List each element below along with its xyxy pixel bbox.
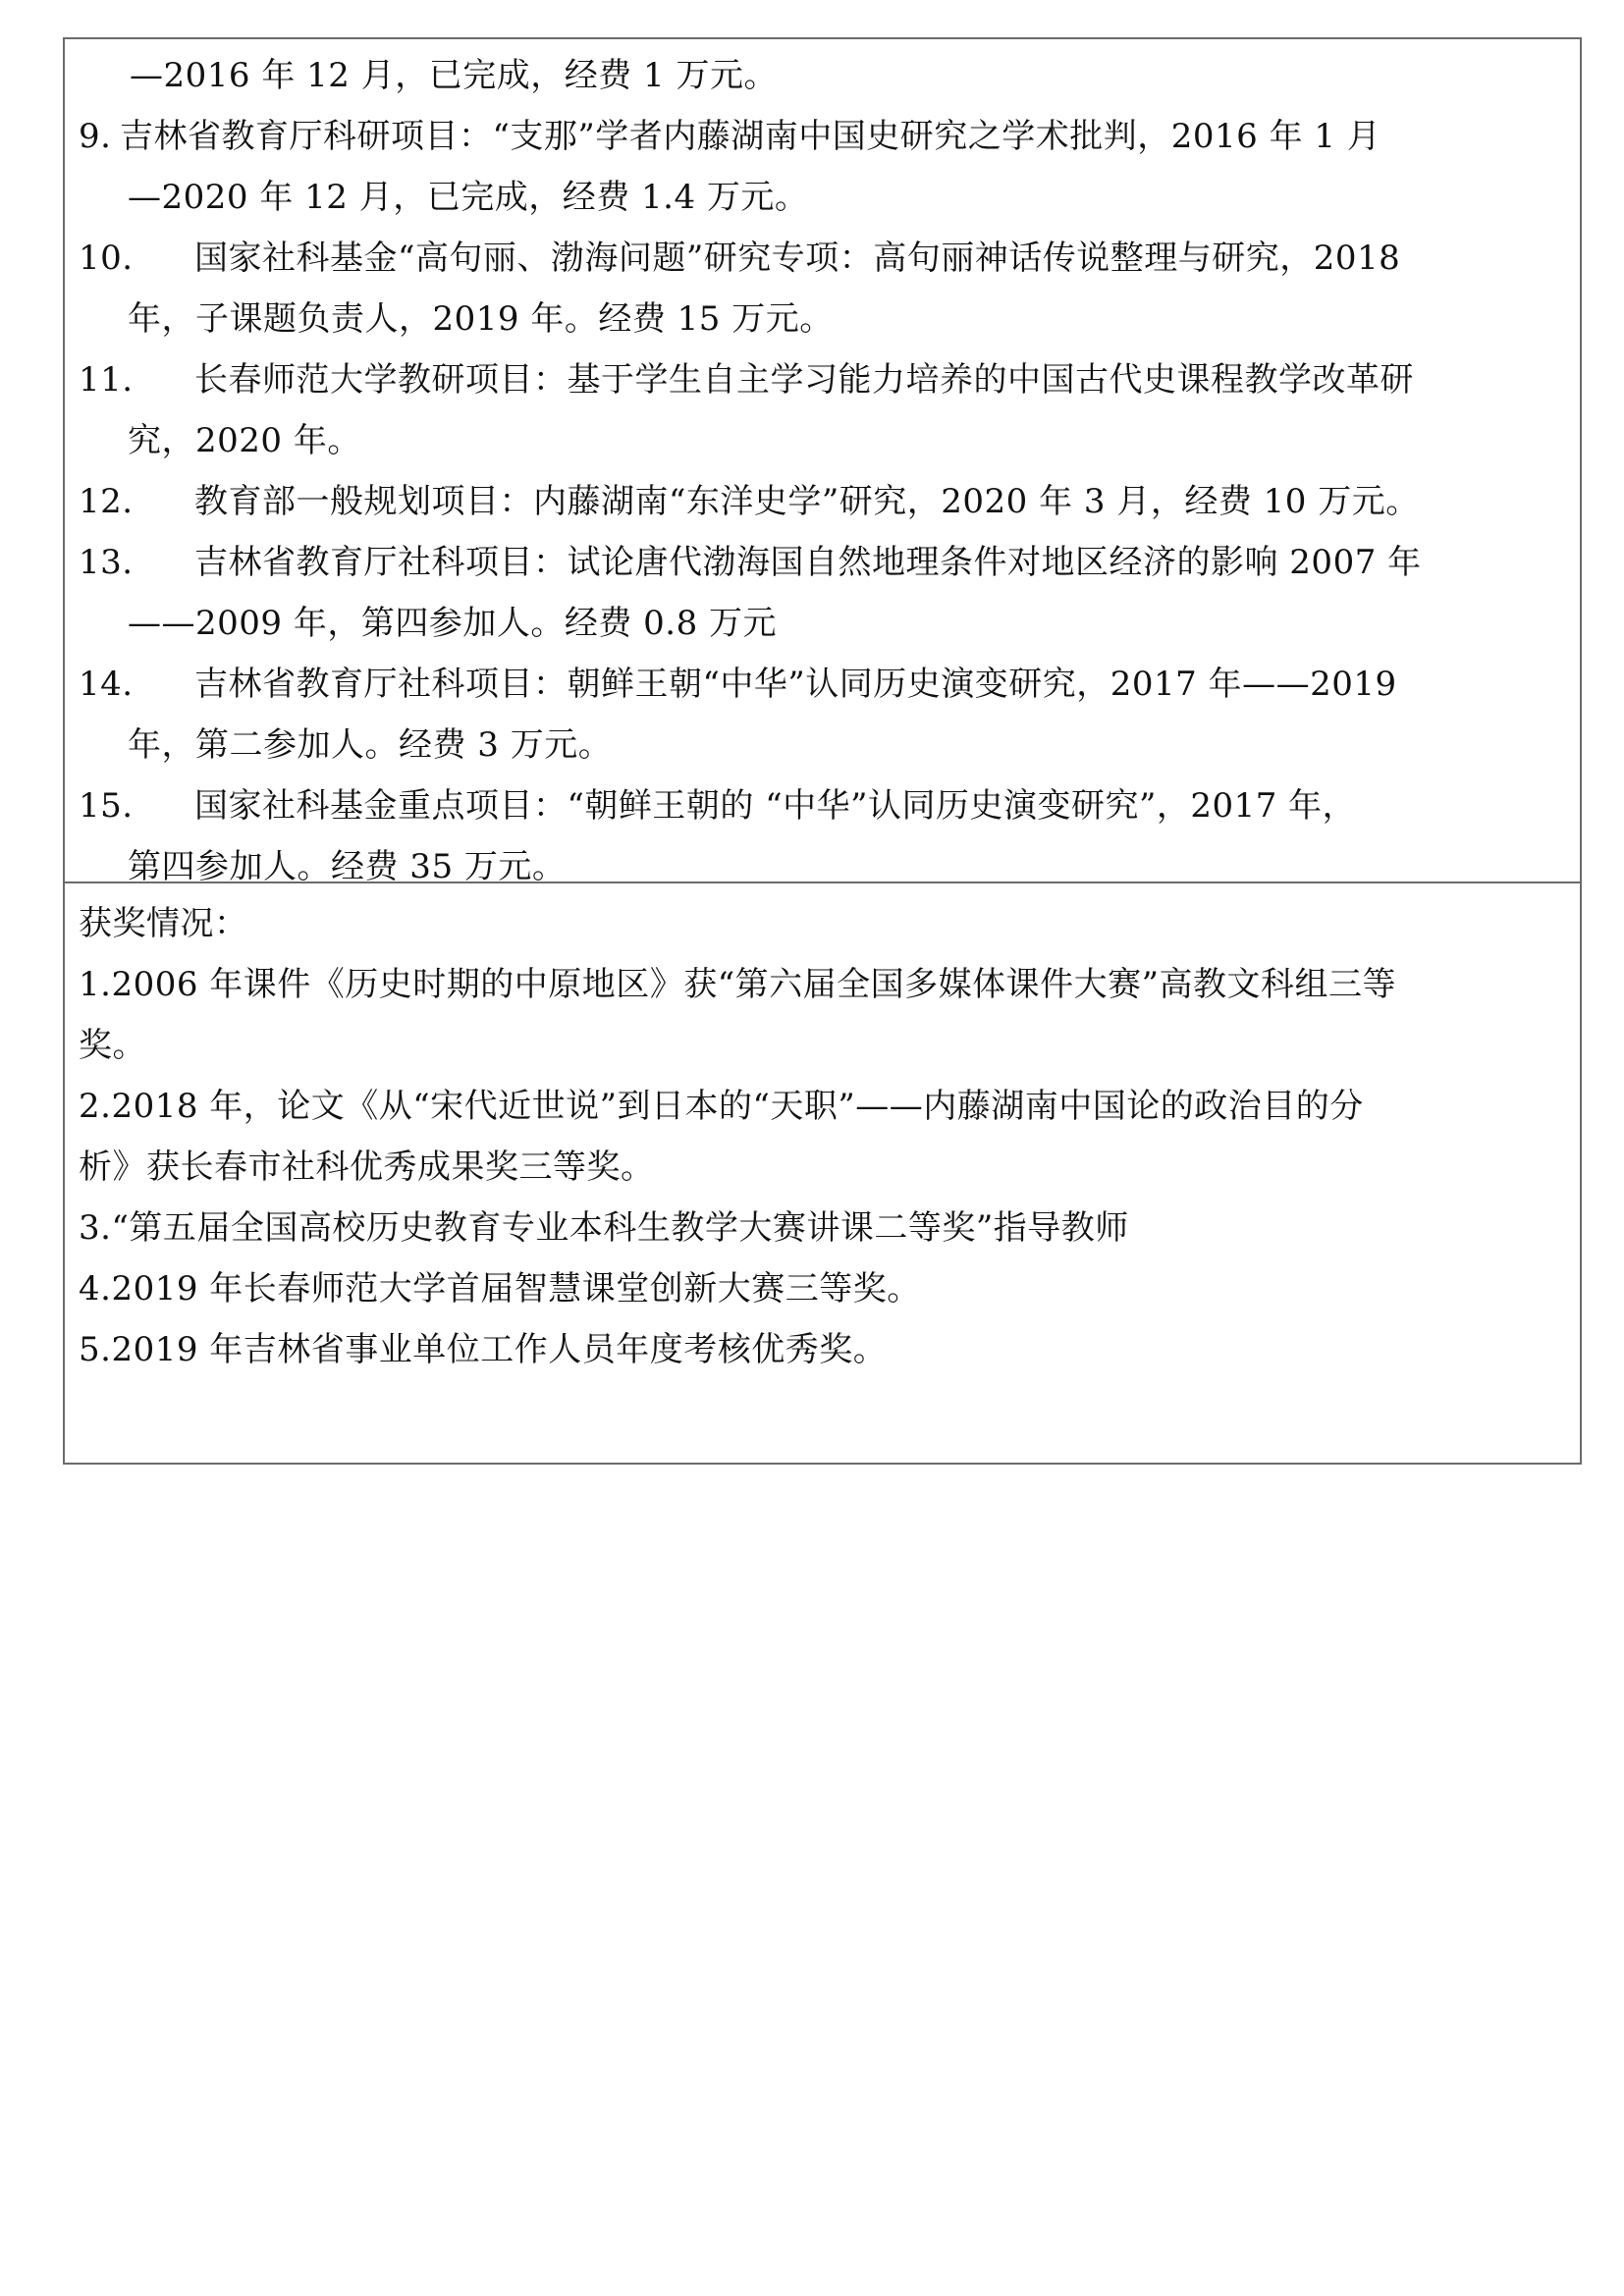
info-table [63,37,1582,1465]
list-item [65,775,1580,836]
projects-cell [65,39,1580,886]
award-line [65,954,1580,1015]
list-item [65,106,1580,167]
item-number: 11. [79,360,134,400]
award-text: 5.2019 年吉林省事业单位工作人员年度考核优秀奖。 [79,1330,888,1369]
item-text-cont: 究，2020 年。 [128,421,361,460]
list-item-continuation [65,289,1580,349]
item-text: 国家社科基金“高句丽、渤海问题”研究专项：高句丽神话传说整理与研究，2018 [194,239,1401,278]
item-text-cont: 第四参加人。经费 35 万元。 [128,847,567,886]
list-item [65,532,1580,593]
award-text: 3.“第五届全国高校历史教育专业本科生教学大赛讲课二等奖”指导教师 [79,1208,1129,1248]
item-text: 教育部一般规划项目：内藤湖南“东洋史学”研究，2020 年 3 月，经费 10 万元。 [194,482,1420,521]
award-line [65,1198,1580,1258]
award-text: 奖。 [79,1026,146,1065]
list-item-continuation [65,167,1580,228]
awards-heading-row [65,893,1580,954]
award-line [65,1137,1580,1198]
item-text-cont: ——2009 年，第四参加人。经费 0.8 万元 [128,604,778,643]
award-text: 析》获长春市社科优秀成果奖三等奖。 [79,1148,655,1187]
item-text: 吉林省教育厅社科项目：朝鲜王朝“中华”认同历史演变研究，2017 年——2019 [194,665,1397,704]
list-item [65,45,1580,106]
awards-cell [65,883,1580,1463]
item-number: 9. [79,117,112,156]
list-item-continuation [65,593,1580,654]
list-item-continuation [65,715,1580,775]
list-item [65,228,1580,289]
list-item [65,349,1580,410]
item-text-cont: 年，子课题负责人，2019 年。经费 15 万元。 [128,299,834,339]
item-text-cont: —2020 年 12 月，已完成，经费 1.4 万元。 [128,178,809,217]
award-line [65,1258,1580,1319]
item-text: 长春师范大学教研项目：基于学生自主学习能力培养的中国古代史课程教学改革研 [194,360,1414,400]
award-text: 1.2006 年课件《历史时期的中原地区》获“第六届全国多媒体课件大赛”高教文科组三等 [79,965,1397,1004]
award-line [65,1015,1580,1076]
item-text: 国家社科基金重点项目：“朝鲜王朝的 “中华”认同历史演变研究”，2017 年， [194,786,1357,826]
award-text: 2.2018 年，论文《从“宋代近世说”到日本的“天职”——内藤湖南中国论的政治目的分 [79,1087,1364,1126]
item-8-continuation: —2016 年 12 月，已完成，经费 1 万元。 [130,56,778,95]
item-number: 12. [79,482,134,521]
item-number: 15. [79,786,134,826]
list-item [65,471,1580,532]
award-line [65,1076,1580,1137]
item-number: 10. [79,239,134,278]
item-number: 13. [79,543,134,582]
award-text: 4.2019 年长春师范大学首届智慧课堂创新大赛三等奖。 [79,1269,921,1308]
item-text-cont: 年，第二参加人。经费 3 万元。 [128,725,613,765]
list-item [65,654,1580,715]
item-number: 14. [79,665,134,704]
award-line [65,1319,1580,1380]
awards-heading: 获奖情况： [79,904,248,943]
item-text: 吉林省教育厅科研项目：“支那”学者内藤湖南中国史研究之学术批判，2016 年 1 月 [120,117,1381,156]
item-text: 吉林省教育厅社科项目：试论唐代渤海国自然地理条件对地区经济的影响 2007 年 [194,543,1422,582]
list-item-continuation [65,410,1580,471]
